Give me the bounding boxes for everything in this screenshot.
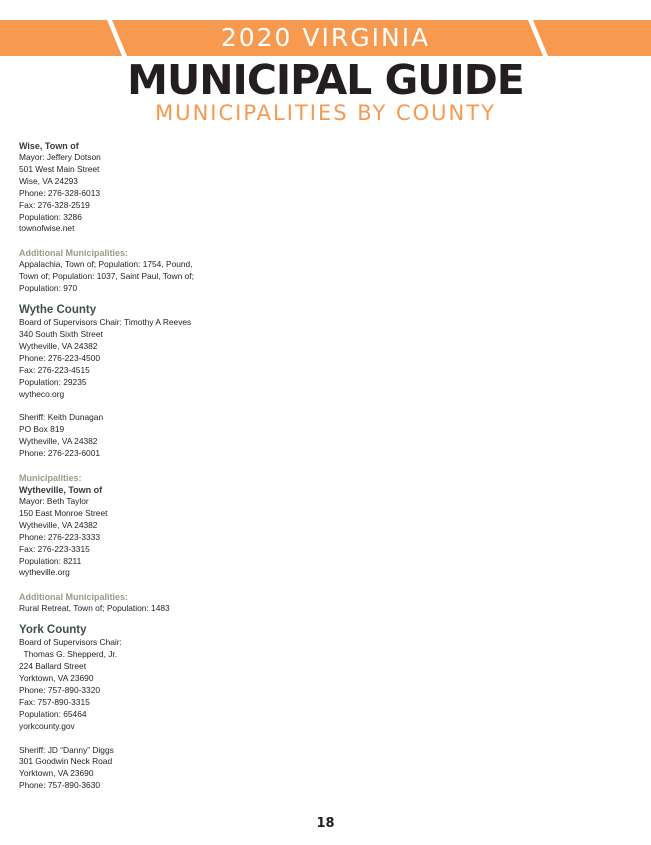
municipality-listing	[19, 140, 349, 792]
entry-line: Rural Retreat, Town of; Population: 1483	[19, 603, 170, 614]
entry-line: Appalachia, Town of; Population: 1754, Pound,	[19, 259, 193, 270]
sheriff-line: PO Box 819	[19, 424, 65, 435]
entry-line: Phone: 757-890-3320	[19, 684, 101, 695]
entry-line: Mayor: Jeffery Dotson	[19, 152, 101, 162]
entry-line: Thomas G. Shepperd, Jr.	[19, 649, 118, 660]
entry-line: 224 Ballard Street	[19, 661, 87, 672]
entry-line: Population: 65464	[19, 708, 87, 719]
entry-line: Fax: 276-328-2519	[19, 199, 90, 210]
entry-line: 501 West Main Street	[19, 163, 100, 174]
page-number: 18	[316, 816, 335, 831]
header-banner	[0, 20, 651, 56]
page-title: MUNICIPAL GUIDE	[127, 56, 524, 104]
entry-line: Wytheville, VA 24382	[19, 340, 98, 351]
entry-line: Fax: 757-890-3315	[19, 696, 90, 707]
entry-name: Wise, Town of	[19, 141, 79, 151]
sheriff-line: Yorktown, VA 23690	[19, 768, 94, 779]
section-label: Additional Municipalities:	[19, 592, 129, 603]
entry-line: Mayor: Beth Taylor	[19, 496, 89, 507]
entry-line: 340 South Sixth Street	[19, 328, 103, 339]
banner-title: 2020 VIRGINIA	[220, 23, 431, 52]
entry-website: yorkcounty.gov	[19, 720, 75, 731]
entry-line: Wytheville, VA 24382	[19, 519, 98, 530]
wise-additional-municipalities	[19, 247, 349, 295]
wythe-municipalities	[19, 472, 349, 579]
page-subtitle: MUNICIPALITIES BY COUNTY	[155, 101, 496, 125]
section-label: Municipalities:	[19, 473, 82, 484]
entry-website: wytheville.org	[19, 567, 70, 578]
entry-website: wytheco.org	[19, 388, 65, 399]
section-label: Additional Municipalities:	[19, 248, 129, 259]
entry-line: Population: 3286	[19, 211, 82, 222]
sheriff-line: Sheriff: JD “Danny” Diggs	[19, 744, 114, 755]
entry-name: Wytheville, Town of	[19, 485, 103, 496]
sheriff-line: Phone: 276-223-6001	[19, 448, 101, 459]
entry-york-county	[19, 623, 349, 792]
sheriff-line: Sheriff: Keith Dunagan	[19, 412, 104, 423]
entry-line: Phone: 276-223-4500	[19, 352, 101, 363]
entry-line: Population: 970	[19, 283, 78, 294]
entry-line: Board of Supervisors Chair: Timothy A Reeves	[19, 317, 192, 328]
county-name: Wythe County	[19, 304, 97, 317]
sheriff-line: Phone: 757-890-3630	[19, 780, 101, 791]
sheriff-line: 301 Goodwin Neck Road	[19, 756, 113, 767]
entry-line: Yorktown, VA 23690	[19, 673, 94, 683]
entry-website: townofwise.net	[19, 223, 75, 234]
entry-line: Fax: 276-223-4515	[19, 364, 90, 375]
entry-line: Town of; Population: 1037, Saint Paul, Town of;	[19, 271, 194, 282]
entry-line: Population: 8211	[19, 555, 82, 566]
entry-line: Fax: 276-223-3315	[19, 543, 90, 554]
entry-line: Population: 29235	[19, 376, 87, 387]
entry-line: 150 East Monroe Street	[19, 507, 108, 518]
entry-line: Phone: 276-223-3333	[19, 531, 101, 542]
entry-line: Phone: 276-328-6013	[19, 187, 101, 198]
county-name: York County	[19, 624, 87, 637]
sheriff-line: Wytheville, VA 24382	[19, 436, 98, 447]
entry-wise-town	[19, 140, 349, 235]
entry-line: Wise, VA 24293	[19, 175, 78, 186]
entry-wythe-county	[19, 303, 349, 460]
entry-line: Board of Supervisors Chair:	[19, 637, 122, 648]
wythe-additional-municipalities	[19, 591, 349, 615]
